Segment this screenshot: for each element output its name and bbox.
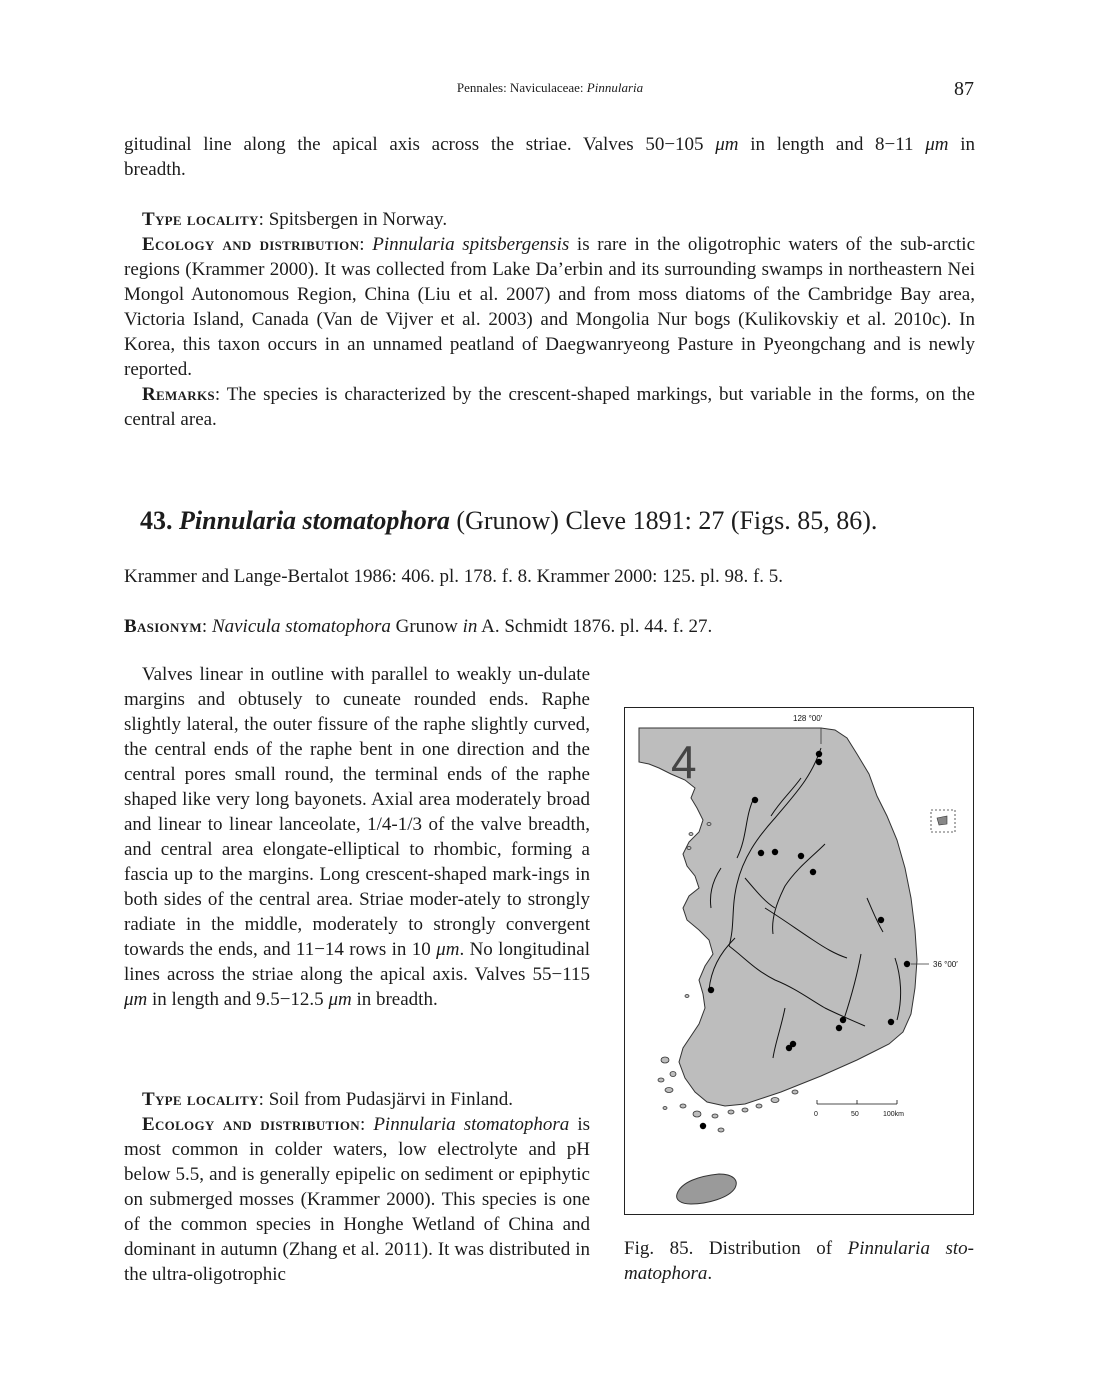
occurrence-point bbox=[904, 961, 910, 967]
jeju-island bbox=[677, 1174, 737, 1204]
species-details bbox=[124, 1087, 590, 1287]
basionym: Basionym: Navicula stomatophora Grunow in A. Schmidt 1876. pl. 44. f. 27. bbox=[124, 616, 713, 637]
scale-label-50: 50 bbox=[851, 1111, 859, 1118]
scale-bar bbox=[817, 1100, 897, 1104]
distribution-map-figure bbox=[624, 707, 974, 1215]
running-head-genus: Pinnularia bbox=[586, 80, 644, 95]
ecology-distribution: Ecology and distribution: Pinnularia stomatophora is most common in colder waters, low electrolyte and pH below 5.5, and is generally epipelic on sediment or epiphytic on submerged mosses (Krammer 2000). This species is one of the common species in Honghe Wetland of China and dominant in autumn (Zhang et al. 2011). It was distributed in the ultra-oligotrophic bbox=[124, 1114, 590, 1285]
species-authority: (Grunow) Cleve 1891: 27 (Figs. 85, 86). bbox=[449, 506, 878, 535]
running-head bbox=[0, 80, 1100, 96]
continuation-paragraph: gitudinal line along the apical axis across the striae. Valves 50−105 μm in length and 8−11 μm in breadth. bbox=[124, 134, 976, 180]
region-number: 4 bbox=[671, 736, 697, 788]
longitude-label: 128 °00′ bbox=[793, 714, 823, 723]
occurrence-point bbox=[758, 850, 764, 856]
species-number: 43. bbox=[140, 506, 173, 535]
species-name: Pinnularia stomatophora bbox=[179, 506, 450, 535]
prev-remarks: Remarks: The species is characterized by the crescent-shaped markings, but variable in the forms, on the central area. bbox=[124, 384, 975, 430]
figure-caption: Fig. 85. Distribution of Pinnularia sto-matophora. bbox=[624, 1238, 974, 1284]
occurrence-point bbox=[840, 1017, 846, 1023]
occurrence-point bbox=[816, 751, 822, 757]
description-paragraph: Valves linear in outline with parallel to weakly un-dulate margins and obtusely to cuneate rounded ends. Raphe slightly lateral, the outer fissure of the raphe slightly curved, the central ends of the raphe bent in one direction and the central pores small round, the terminal ends of the raphe shaped like very long bayonets. Axial area moderately broad and linear to linear lanceolate, 1/4-1/3 of the valve breadth, and central area elongate-elliptical to rhombic, forming a fascia up to the margins. Long crescent-shaped mark-ings in both sides of the central area. Striae moder-ately to strongly radiate in the middle, moderately to strongly convergent towards the ends, and 11−14 rows in 10 μm. No longitudinal lines across the striae along the apical axis. Valves 55−115 μm in length and 9.5−12.5 μm in breadth. bbox=[124, 664, 590, 1010]
occurrence-point bbox=[816, 759, 822, 765]
occurrence-point bbox=[888, 1019, 894, 1025]
occurrence-point bbox=[752, 797, 758, 803]
occurrence-point bbox=[700, 1123, 706, 1129]
scale-label-100: 100km bbox=[883, 1111, 905, 1118]
scale-label-0: 0 bbox=[814, 1111, 818, 1118]
type-locality: Type locality: Soil from Pudasjärvi in Finland. bbox=[142, 1089, 514, 1110]
korea-map bbox=[625, 708, 973, 1214]
prev-ecology: Ecology and distribution: Pinnularia spitsbergensis is rare in the oligotrophic waters of the sub-arctic regions (Krammer 2000). It was collected from Lake Da’erbin and its surrounding swamps in northeastern Nei Mongol Autonomous Region, China (Liu et al. 2007) and from moss diatoms of the Cambridge Bay area, Victoria Island, Canada (Van de Vijver et al. 2003) and Mongolia Nur bogs (Kulikovskiy et al. 2010c). In Korea, this taxon occurs in an unnamed peatland of Daegwanryeong Pasture in Pyeongchang and is newly reported. bbox=[124, 234, 976, 380]
occurrence-point bbox=[708, 987, 714, 993]
occurrence-point bbox=[836, 1025, 842, 1031]
page-number: 87 bbox=[954, 78, 974, 100]
prev-type-locality: Type locality: Spitsbergen in Norway. bbox=[142, 209, 448, 230]
occurrence-point bbox=[786, 1045, 792, 1051]
occurrence-point bbox=[810, 869, 816, 875]
occurrence-point bbox=[878, 917, 884, 923]
occurrence-point bbox=[798, 853, 804, 859]
running-head-plain: Pennales: Naviculaceae: bbox=[456, 80, 587, 95]
references: Krammer and Lange-Bertalot 1986: 406. pl. 178. f. 8. Krammer 2000: 125. pl. 98. f. 5. bbox=[124, 566, 784, 587]
occurrence-point bbox=[772, 849, 778, 855]
species-heading bbox=[140, 506, 877, 536]
latitude-label: 36 °00′ bbox=[933, 960, 958, 969]
previous-species-section bbox=[124, 207, 975, 432]
